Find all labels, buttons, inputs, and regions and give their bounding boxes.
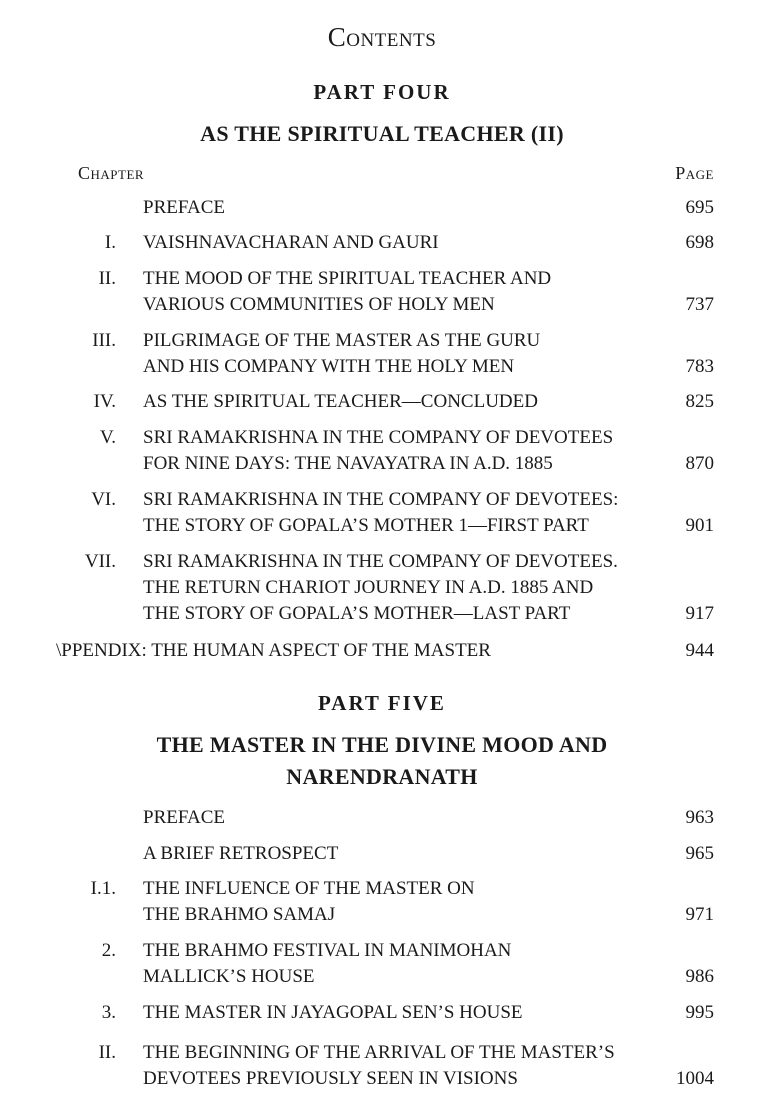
appendix-page: 944	[685, 640, 714, 661]
part-four-label: PART FOUR	[313, 80, 451, 104]
toc-entry-number: II.	[98, 268, 116, 289]
toc-entry-title: THE BEGINNING OF THE ARRIVAL OF THE MASTER’S	[143, 1042, 615, 1063]
toc-entry-page: 1004	[676, 1068, 714, 1089]
toc-entry-title: AS THE SPIRITUAL TEACHER—CONCLUDED	[143, 391, 538, 412]
toc-entry-title: THE MASTER IN JAYAGOPAL SEN’S HOUSE	[143, 1002, 523, 1023]
toc-entry-title: PREFACE	[143, 807, 226, 828]
toc-entry-page: 917	[685, 603, 714, 624]
toc-entry-page: 695	[685, 197, 714, 218]
toc-entry-number: I.1.	[90, 878, 116, 899]
toc-entry-title: VARIOUS COMMUNITIES OF HOLY MEN	[143, 294, 495, 315]
toc-entry-title: SRI RAMAKRISHNA IN THE COMPANY OF DEVOTEES.	[143, 551, 618, 572]
toc-entry-page: 986	[685, 966, 714, 987]
toc-entry-title: PILGRIMAGE OF THE MASTER AS THE GURU	[143, 330, 541, 351]
part-five-label: PART FIVE	[318, 691, 446, 715]
toc-entry-number: VI.	[91, 489, 116, 510]
toc-entry-number: III.	[92, 330, 116, 351]
toc-entry-page: 971	[685, 904, 714, 925]
toc-entry-number: V.	[99, 427, 116, 448]
toc-entry-title: THE MOOD OF THE SPIRITUAL TEACHER AND	[143, 268, 552, 289]
toc-entry-number: 2.	[101, 940, 116, 961]
toc-entry-title: THE STORY OF GOPALA’S MOTHER 1—FIRST PART	[143, 515, 589, 536]
toc-entry-page: 825	[685, 391, 714, 412]
chapter-column-header: Chapter	[78, 163, 145, 183]
toc-entry-number: IV.	[93, 391, 116, 412]
toc-entry-title: SRI RAMAKRISHNA IN THE COMPANY OF DEVOTEES	[143, 427, 614, 448]
toc-entry-page: 963	[685, 807, 714, 828]
toc-entry-page: 737	[685, 294, 714, 315]
toc-entry-number: II.	[98, 1042, 116, 1063]
appendix-title: \PPENDIX: THE HUMAN ASPECT OF THE MASTER	[56, 640, 491, 661]
part-four-title: AS THE SPIRITUAL TEACHER (II)	[200, 121, 564, 146]
toc-entry-title: THE BRAHMO FESTIVAL IN MANIMOHAN	[143, 940, 512, 961]
toc-entry-title: DEVOTEES PREVIOUSLY SEEN IN VISIONS	[143, 1068, 518, 1089]
toc-entry-title: A BRIEF RETROSPECT	[143, 843, 339, 864]
toc-entry-title: THE BRAHMO SAMAJ	[143, 904, 336, 925]
part-five-title: THE MASTER IN THE DIVINE MOOD AND	[156, 732, 608, 757]
toc-entry-title: SRI RAMAKRISHNA IN THE COMPANY OF DEVOTEES:	[143, 489, 619, 510]
toc-entry-title: THE STORY OF GOPALA’S MOTHER—LAST PART	[143, 603, 571, 624]
toc-entry-number: 3.	[101, 1002, 116, 1023]
toc-entry-page: 995	[685, 1002, 714, 1023]
toc-entry-page: 901	[685, 515, 714, 536]
part-five-title: NARENDRANATH	[286, 764, 478, 789]
page-title: Contents	[327, 22, 437, 52]
toc-entry-title: AND HIS COMPANY WITH THE HOLY MEN	[143, 356, 515, 377]
toc-entry-page: 783	[685, 356, 714, 377]
toc-entry-title: VAISHNAVACHARAN AND GAURI	[143, 232, 439, 253]
toc-entry-title: PREFACE	[143, 197, 226, 218]
toc-entry-title: THE INFLUENCE OF THE MASTER ON	[143, 878, 475, 899]
page-column-header: Page	[675, 163, 714, 183]
toc-entry-number: VII.	[84, 551, 116, 572]
toc-entry-title: MALLICK’S HOUSE	[143, 966, 315, 987]
toc-entry-page: 698	[685, 232, 714, 253]
toc-entry-page: 965	[685, 843, 714, 864]
toc-entry-page: 870	[685, 453, 714, 474]
toc-entry-title: THE RETURN CHARIOT JOURNEY IN A.D. 1885 AND	[143, 577, 594, 598]
toc-entry-title: FOR NINE DAYS: THE NAVAYATRA IN A.D. 1885	[143, 453, 553, 474]
toc-entry-number: I.	[104, 232, 116, 253]
